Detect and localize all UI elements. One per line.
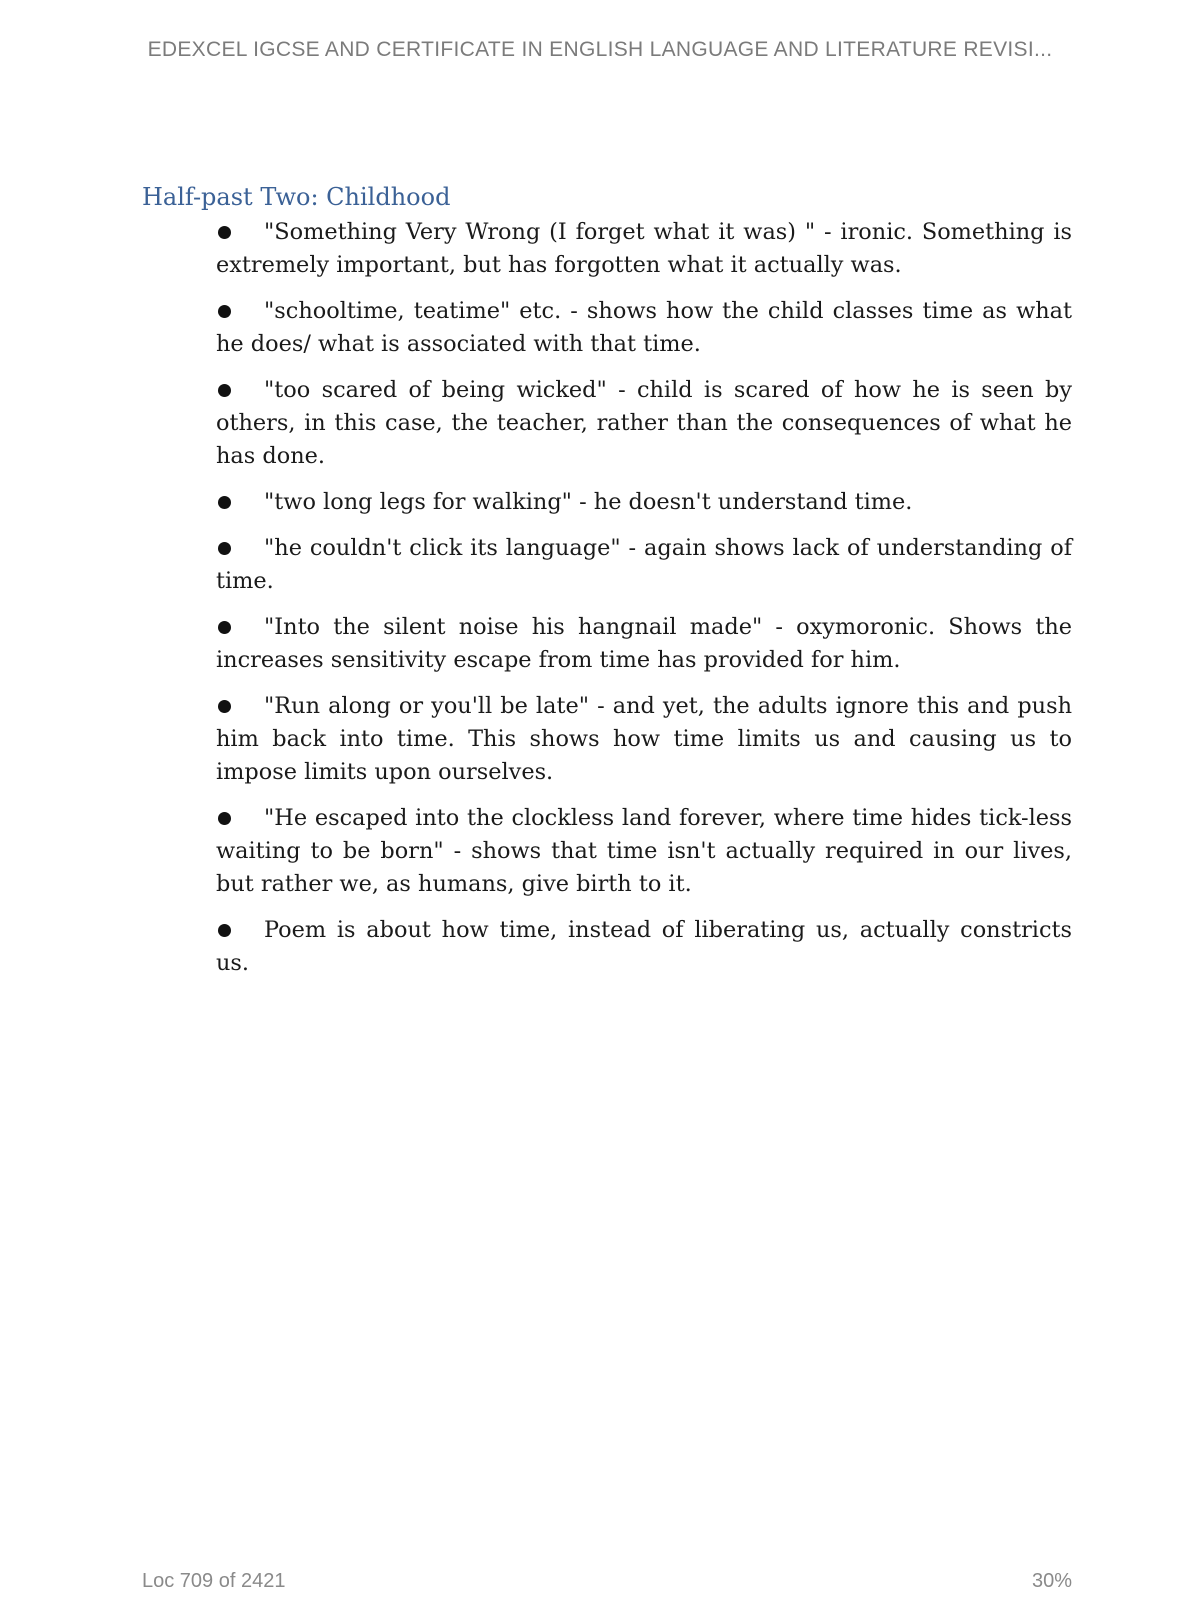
- bullet-icon: [218, 305, 231, 318]
- bullet-icon: [218, 542, 231, 555]
- list-item-text: "Run along or you'll be late" - and yet, the adults ignore this and push him back into time. This shows how time limits us and causing us to impose limits upon ourselves.: [216, 693, 1072, 785]
- list-item-text: "Something Very Wrong (I forget what it was) " - ironic. Something is extremely important, but has forgotten what it actually was.: [216, 219, 1072, 278]
- list-item-text: Poem is about how time, instead of liberating us, actually constricts us.: [216, 917, 1072, 976]
- bullet-icon: [218, 700, 231, 713]
- list-item: [216, 295, 1072, 361]
- reading-progress[interactable]: 30%: [1031, 1570, 1072, 1592]
- list-item-text: "he couldn't click its language" - again shows lack of understanding of time.: [216, 535, 1072, 594]
- bullet-icon: [218, 812, 231, 825]
- bullet-icon: [218, 496, 231, 509]
- list-item-text: "Into the silent noise his hangnail made" - oxymoronic. Shows the increases sensitivity escape from time has provided for him.: [216, 614, 1072, 673]
- list-item: [216, 374, 1072, 473]
- section-title: Half-past Two: Childhood: [142, 183, 451, 211]
- bullet-list: [142, 216, 1072, 980]
- list-item-text: "schooltime, teatime" etc. - shows how the child classes time as what he does/ what is associated with that time.: [216, 298, 1072, 357]
- list-item: [216, 690, 1072, 789]
- book-title-header: EDEXCEL IGCSE AND CERTIFICATE IN ENGLISH LANGUAGE AND LITERATURE REVISI...: [147, 38, 1053, 61]
- list-item-text: "He escaped into the clockless land forever, where time hides tick-less waiting to be born" - shows that time isn't actually required in our lives, but rather we, as humans, give birth to it.: [216, 805, 1072, 897]
- list-item: [216, 486, 1072, 519]
- list-item: [216, 914, 1072, 980]
- list-item: [216, 611, 1072, 677]
- list-item-text: "two long legs for walking" - he doesn't understand time.: [264, 489, 913, 515]
- bullet-icon: [218, 621, 231, 634]
- location-indicator[interactable]: Loc 709 of 2421: [142, 1570, 286, 1592]
- bullet-icon: [218, 226, 231, 239]
- list-item: [216, 802, 1072, 901]
- list-item-text: "too scared of being wicked" - child is scared of how he is seen by others, in this case, the teacher, rather than the consequences of what he has done.: [216, 377, 1072, 469]
- bullet-icon: [218, 384, 231, 397]
- list-item: [216, 216, 1072, 282]
- bullet-icon: [218, 924, 231, 937]
- reading-content: [142, 180, 1072, 993]
- list-item: [216, 532, 1072, 598]
